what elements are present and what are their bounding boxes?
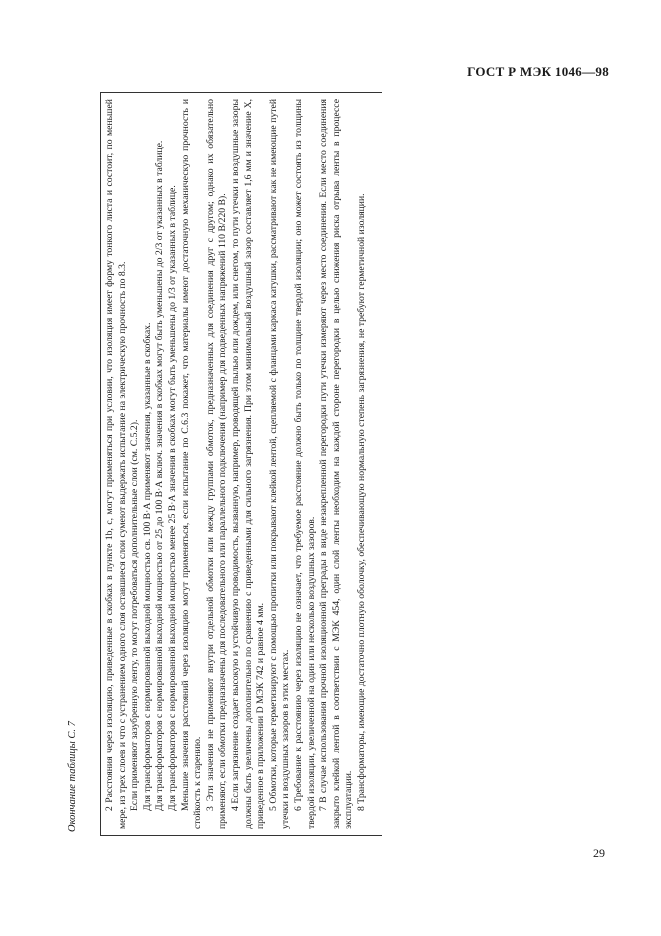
note-2-under-25va: Для трансформаторов с нормированной выходной мощностью менее 25 В·А значения в скобках могут быть уменьшены до 1/3 от указанных в таблице. [166, 185, 178, 811]
note-6: 6 Требование к расстоянию через изоляцию не означает, что требуемое расстояние должно быть только по толщине твердой изоляции; оно может состоять из толщины твердой изоляции, увеличенной на один или несколько воздушных зазоров. [292, 99, 317, 829]
note-4: 4 Если загрязнение создает высокую и устойчивую проводимость, вызванную, например, проводящей пылью или дождем, или снегом, то пути утечки и воздушные зазоры должны быть увеличены дополнительно по сравнению с приведенными для сильного загрязнения. При этом минимальный воздушный зазор составляет 1,6 мм и значение Х, приведенное в приложении D МЭК 742 и равное 4 мм. [229, 99, 267, 829]
table-caption: Окончание таблицы С. 7 [67, 721, 78, 832]
note-2-25-100va: Для трансформаторов с нормированной выходной мощностью от 25 до 100 В·А включ. значения в скобках могут быть уменьшены до 2/3 от указанных в таблице. [154, 140, 166, 811]
rotated-table-end [66, 92, 386, 836]
page-number: 29 [593, 846, 605, 860]
note-2-over-100va: Для трансформаторов с нормированной выходной мощностью св. 100 В·А применяют значения, указанные в скобках. [141, 322, 153, 811]
rotated-content [66, 92, 386, 836]
note-8: 8 Трансформаторы, имеющие достаточно плотную оболочку, обеспечивающую нормальную степень загрязнения, не требуют герметичной изоляции. [355, 193, 367, 811]
table-notes-box [100, 92, 382, 836]
note-2: 2 Расстояния через изоляцию, приведенные в скобках в пункте 1b, с, могут применяться при условии, что изоляция имеет форму тонкого листа и состоит, по меньшей мере, из трех слоев и что с устранением одного слоя оставшиеся слои сумеют выдержать испытание на электрическую прочность по 8.3. [104, 99, 128, 829]
document-header: ГОСТ Р МЭК 1046—98 [467, 64, 609, 79]
note-2-tape: Если применяют зазубренную ленту, то могут потребоваться дополнительные слои (см. С.5.2). [129, 419, 141, 811]
note-5: 5 Обмотки, которые герметизируют с помощью пропитки или покрывают клейкой лентой, сцепляемой с фланцами каркаса катушки, рассматривают как не имеющие путей утечки и воздушных зазоров в этих местах. [267, 99, 292, 829]
note-3: 3 Эти значения не применяют внутри отдельной обмотки или между группами обмоток, предназначенных для соединения друг с другом; однако их обязательно применяют, если обмотки предназначены для последовательного или параллельного подключения (например для подведенных напряжений 110 В/220 В). [204, 99, 229, 829]
note-7: 7 В случае использования прочной изоляционной преграды в виде незакрепленной перегородки пути утечки измеряют через место соединения. Если место соединения закрыто клейкой лентой в соответствии с МЭК 454, один слой ленты необходим на каждой стороне перегородки в целью снижения риска отрыва ленты в процессе эксплуатации. [318, 99, 355, 829]
note-2-smaller-values: Меньшие значения расстояний через изоляцию могут применяться, если испытание по С.6.3 покажет, что материалы имеют достаточную механическую прочность и стойкость к старению. [179, 99, 204, 829]
